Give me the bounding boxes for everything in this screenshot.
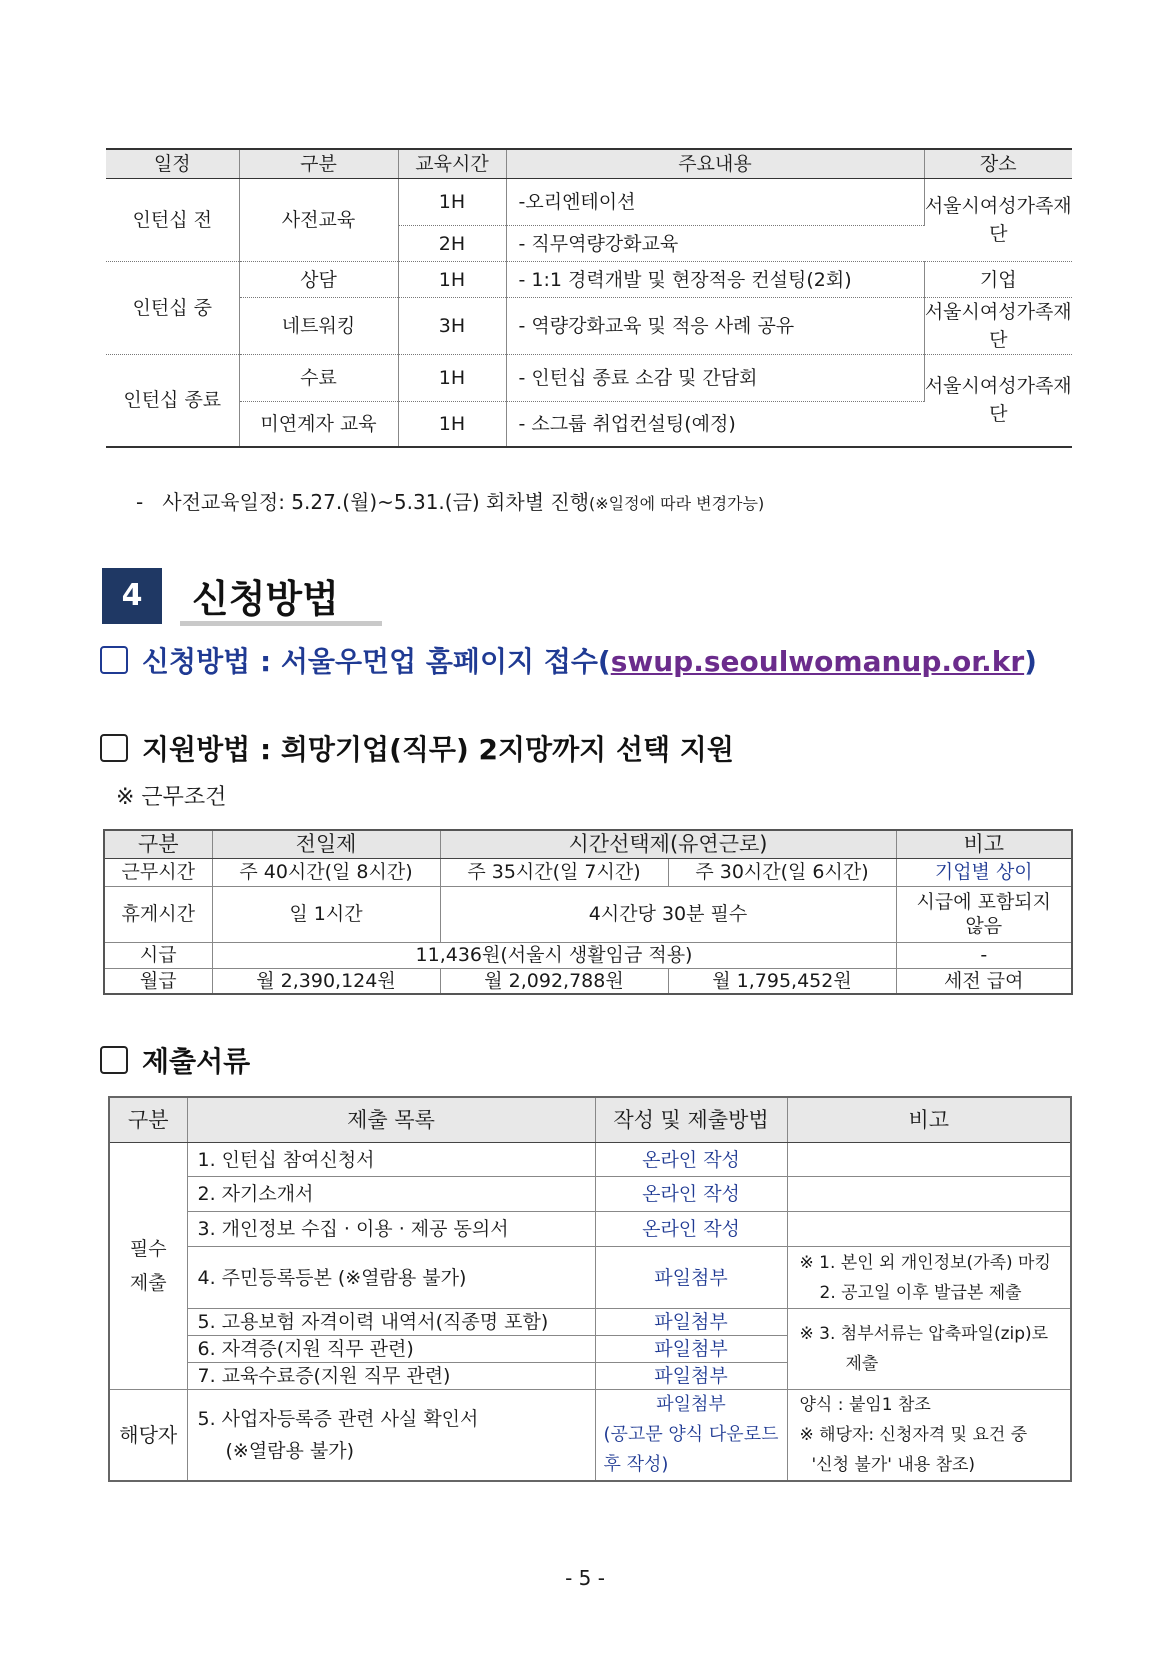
section-title: 신청방법 (192, 577, 339, 621)
doc-note (787, 1309, 1071, 1390)
support-label: 지원방법 : 희망기업(직무) 2지망까지 선택 지원 (142, 733, 734, 766)
homepage-link[interactable]: swup.seoulwomanup.or.kr (610, 645, 1025, 678)
checkbox-icon (100, 1046, 128, 1074)
doc-name-line: 5. 사업자등록증 관련 사실 확인서 (197, 1408, 479, 1430)
doc-name: 6. 자격증(지원 직무 관련) (187, 1336, 595, 1363)
documents-title: 제출서류 (142, 1045, 251, 1078)
header-cell: 일정 (106, 149, 239, 179)
note-main: 사전교육일정: 5.27.(월)~5.31.(금) 회차별 진행 (162, 490, 590, 514)
place-cell: 기업 (924, 262, 1072, 298)
doc-method: 파일첨부 (595, 1336, 787, 1363)
table-row (106, 298, 1072, 355)
header-cell: 작성 및 제출방법 (595, 1097, 787, 1143)
category-cell: 네트워킹 (239, 298, 398, 355)
group-required: 필수 제출 (109, 1143, 187, 1390)
note-line: ※ 3. 첨부서류는 압축파일(zip)로 (799, 1324, 1049, 1344)
value-cell: 월 2,390,124원 (212, 968, 440, 994)
table-row (104, 858, 1072, 886)
doc-name: 1. 인턴십 참여신청서 (187, 1143, 595, 1177)
doc-note (787, 1212, 1071, 1247)
note-dash: - (136, 490, 144, 514)
documents-heading (100, 1040, 250, 1080)
checkbox-icon (100, 734, 128, 762)
note-line: 양식 : 붙임1 참조 (799, 1395, 931, 1415)
phase-cell: 인턴십 중 (106, 262, 239, 355)
schedule-note (136, 486, 764, 515)
value-cell: 주 30시간(일 6시간) (668, 858, 896, 886)
header-cell: 비고 (896, 830, 1072, 858)
doc-name-line: (※열람용 불가) (225, 1440, 355, 1462)
row-label: 휴게시간 (104, 886, 212, 942)
time-cell: 2H (398, 226, 506, 262)
place-cell: 서울시여성가족재단 (924, 298, 1072, 355)
value-cell: 주 35시간(일 7시간) (440, 858, 668, 886)
table-header-row (106, 149, 1072, 179)
time-cell: 1H (398, 262, 506, 298)
table-row (106, 179, 1072, 226)
doc-note (787, 1143, 1071, 1177)
value-cell: 일 1시간 (212, 886, 440, 942)
value-cell: 11,436원(서울시 생활임금 적용) (212, 942, 896, 968)
note-line: ※ 1. 본인 외 개인정보(가족) 마킹 (799, 1252, 1051, 1273)
section-number-box: 4 (102, 568, 162, 624)
table-row (109, 1247, 1071, 1309)
row-label: 시급 (104, 942, 212, 968)
category-cell: 수료 (239, 355, 398, 402)
note-small: (※일정에 따라 변경가능) (589, 494, 765, 513)
header-cell: 시간선택제(유연근로) (440, 830, 896, 858)
value-cell: 주 40시간(일 8시간) (212, 858, 440, 886)
note-line: ※ 해당자: 신청자격 및 요건 중 (799, 1425, 1028, 1445)
time-cell: 1H (398, 402, 506, 447)
doc-name: 7. 교육수료증(지원 직무 관련) (187, 1363, 595, 1390)
work-conditions-table (103, 829, 1073, 995)
apply-close: ) (1024, 645, 1037, 678)
doc-method: 파일첨부 (595, 1247, 787, 1309)
doc-name: 4. 주민등록등본 (※열람용 불가) (187, 1247, 595, 1309)
doc-method: 온라인 작성 (595, 1143, 787, 1177)
time-cell: 1H (398, 179, 506, 226)
doc-name: 2. 자기소개서 (187, 1177, 595, 1212)
documents-table (108, 1096, 1072, 1482)
group-applicable: 해당자 (109, 1390, 187, 1482)
value-cell: 4시간당 30분 필수 (440, 886, 896, 942)
category-cell: 미연계자 교육 (239, 402, 398, 447)
checkbox-icon (100, 646, 128, 674)
content-cell: - 1:1 경력개발 및 현장적응 컨설팅(2회) (506, 262, 924, 298)
work-conditions-title: ※ 근무조건 (116, 785, 227, 810)
place-cell: 서울시여성가족재단 (924, 355, 1072, 447)
table-row (109, 1390, 1071, 1482)
doc-note (787, 1247, 1071, 1309)
doc-method: 온라인 작성 (595, 1212, 787, 1247)
category-cell: 상담 (239, 262, 398, 298)
doc-method: 온라인 작성 (595, 1177, 787, 1212)
method-line: 후 작성) (603, 1454, 669, 1475)
place-cell: 서울시여성가족재단 (924, 179, 1072, 262)
time-cell: 3H (398, 298, 506, 355)
note-cell: 시급에 포함되지 않음 (896, 886, 1072, 942)
schedule-table (106, 148, 1072, 448)
table-row (104, 886, 1072, 942)
phase-cell: 인턴십 전 (106, 179, 239, 262)
header-cell: 전일제 (212, 830, 440, 858)
doc-note (787, 1177, 1071, 1212)
method-line: 파일첨부 (656, 1394, 726, 1415)
doc-method: 파일첨부 (595, 1363, 787, 1390)
header-cell: 구분 (104, 830, 212, 858)
doc-name (187, 1390, 595, 1482)
table-row (106, 262, 1072, 298)
note-cell: - (896, 942, 1072, 968)
content-cell: - 직무역량강화교육 (506, 226, 924, 262)
value-cell: 월 2,092,788원 (440, 968, 668, 994)
table-row (109, 1309, 1071, 1336)
doc-method (595, 1390, 787, 1482)
page-number: - 5 - (565, 1566, 605, 1590)
table-row (106, 355, 1072, 402)
row-label: 근무시간 (104, 858, 212, 886)
note-cell: 세전 급여 (896, 968, 1072, 994)
note-line: '신청 불가' 내용 참조) (811, 1455, 976, 1475)
table-row (109, 1212, 1071, 1247)
section-underline (180, 621, 382, 626)
method-line: (공고문 양식 다운로드 (603, 1424, 779, 1445)
header-cell: 장소 (924, 149, 1072, 179)
doc-method: 파일첨부 (595, 1309, 787, 1336)
note-line: 제출 (845, 1354, 879, 1374)
content-cell: - 역량강화교육 및 적응 사례 공유 (506, 298, 924, 355)
table-header-row (104, 830, 1072, 858)
phase-cell: 인턴십 종료 (106, 355, 239, 447)
content-cell: -오리엔테이션 (506, 179, 924, 226)
header-cell: 주요내용 (506, 149, 924, 179)
content-cell: - 소그룹 취업컨설팅(예정) (506, 402, 924, 447)
table-row (109, 1177, 1071, 1212)
header-cell: 구분 (239, 149, 398, 179)
note-line: 2. 공고일 이후 발급본 제출 (819, 1282, 1022, 1303)
support-method-heading (100, 728, 734, 768)
header-cell: 제출 목록 (187, 1097, 595, 1143)
table-row (109, 1143, 1071, 1177)
apply-method-heading (100, 640, 1037, 680)
time-cell: 1H (398, 355, 506, 402)
header-cell: 구분 (109, 1097, 187, 1143)
row-label: 월급 (104, 968, 212, 994)
table-row (104, 968, 1072, 994)
note-cell: 기업별 상이 (896, 858, 1072, 886)
header-cell: 교육시간 (398, 149, 506, 179)
table-row (104, 942, 1072, 968)
doc-name: 3. 개인정보 수집 · 이용 · 제공 동의서 (187, 1212, 595, 1247)
category-cell: 사전교육 (239, 179, 398, 262)
table-header-row (109, 1097, 1071, 1143)
header-cell: 비고 (787, 1097, 1071, 1143)
value-cell: 월 1,795,452원 (668, 968, 896, 994)
content-cell: - 인턴십 종료 소감 및 간담회 (506, 355, 924, 402)
apply-label: 신청방법 : 서울우먼업 홈페이지 접수( (142, 645, 611, 678)
doc-note (787, 1390, 1071, 1482)
doc-name: 5. 고용보험 자격이력 내역서(직종명 포함) (187, 1309, 595, 1336)
